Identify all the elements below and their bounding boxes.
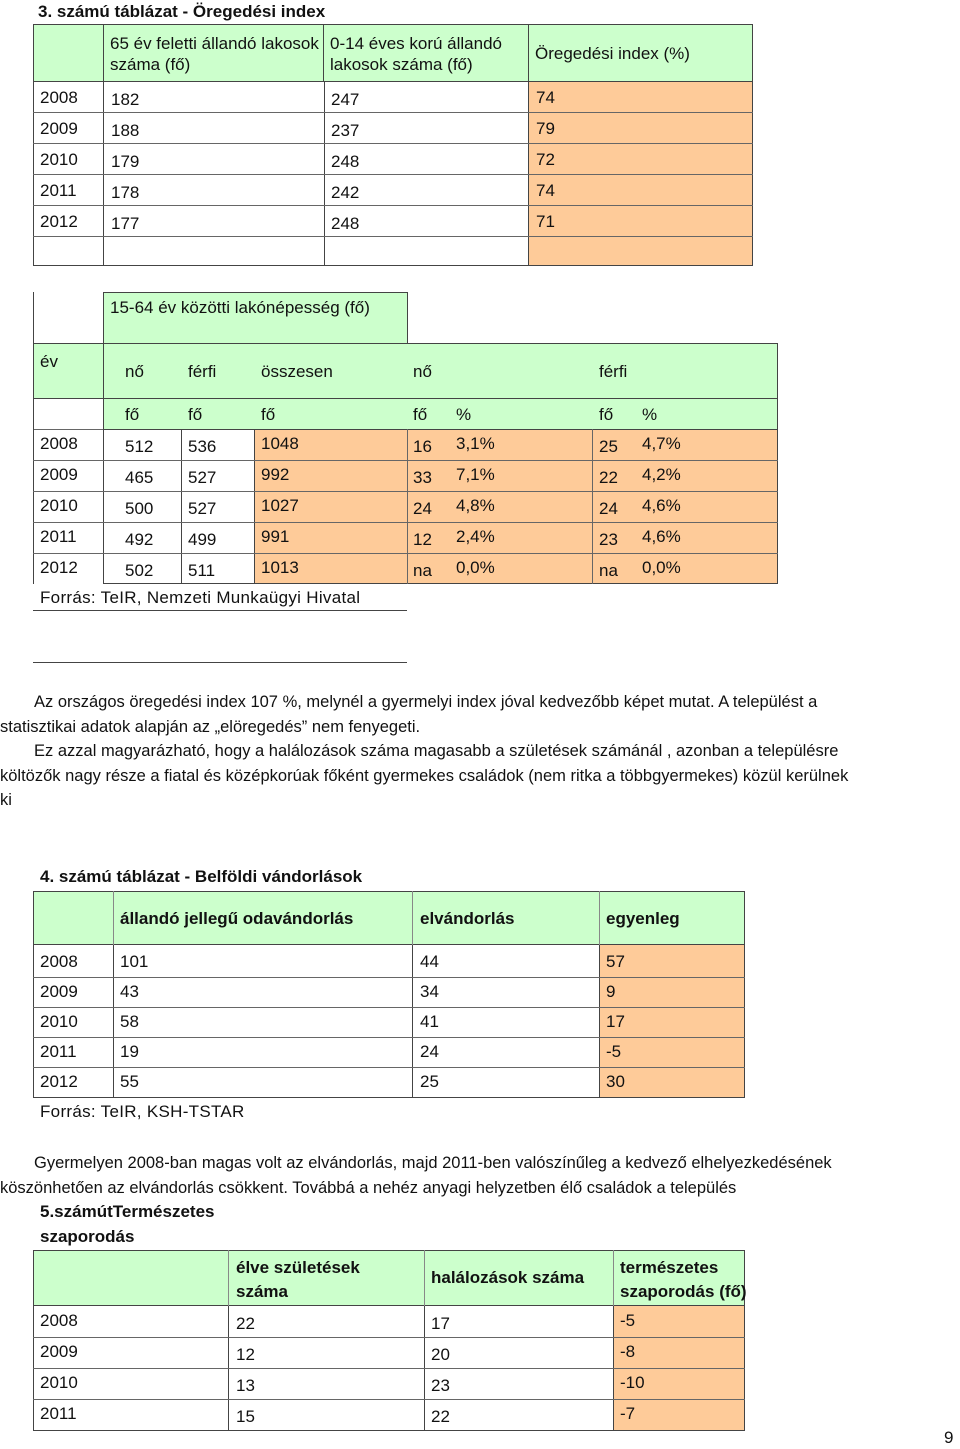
table4-header-divider bbox=[599, 891, 600, 945]
workage-subheader-ferfi: férfi bbox=[188, 362, 217, 381]
table4-header-divider bbox=[113, 891, 114, 945]
table5-header-divider bbox=[613, 1250, 614, 1306]
workage-group-header: 15-64 év közötti lakónépesség (fő) bbox=[103, 292, 408, 344]
table4-source: Forrás: TeIR, KSH-TSTAR bbox=[40, 1102, 245, 1121]
table4-header-1: elvándorlás bbox=[420, 909, 515, 928]
paragraph-1-line: ki bbox=[0, 791, 12, 809]
paragraph-2-line: köszönhetően az elvándorlás csökkent. Továbbá a nehéz anyagi helyzetben élő családok a település bbox=[0, 1178, 737, 1197]
table4-header-0: állandó jellegű odavándorlás bbox=[120, 909, 354, 928]
workage-unit: % bbox=[642, 405, 658, 424]
table4-grid bbox=[33, 1067, 745, 1068]
workage-year-header: év bbox=[40, 352, 58, 371]
table5-title-line2: szaporodás bbox=[40, 1227, 135, 1246]
table3-header-65plus: 65 év feletti állandó lakosok száma (fő) bbox=[103, 24, 325, 82]
workage-source: Forrás: TeIR, Nemzeti Munkaügyi Hivatal bbox=[40, 588, 361, 607]
table4-grid bbox=[33, 1097, 745, 1098]
workage-grid bbox=[33, 553, 778, 554]
page-number: 9 bbox=[944, 1428, 954, 1447]
workage-grid bbox=[33, 522, 778, 523]
table3-title: 3. számú táblázat - Öregedési index bbox=[38, 2, 326, 21]
workage-body-orange bbox=[254, 429, 778, 584]
table5-header-2: természetes szaporodás (fő) bbox=[620, 1258, 747, 1301]
workage-subheader-ferfi2: férfi bbox=[599, 362, 628, 381]
footnote-rule bbox=[33, 662, 407, 663]
table3-grid bbox=[33, 205, 753, 206]
paragraph-1-line: Ez azzal magyarázható, hogy a halálozások száma magasabb a születések számánál , azonban a településre bbox=[34, 742, 839, 760]
table5-header-1: halálozások száma bbox=[431, 1268, 585, 1287]
table4-grid bbox=[33, 1007, 745, 1008]
table4-divider bbox=[113, 945, 114, 1097]
workage-source-rule bbox=[33, 610, 407, 611]
workage-grid bbox=[33, 491, 778, 492]
table5-grid bbox=[33, 1368, 745, 1369]
workage-subheader-osszesen: összesen bbox=[261, 362, 333, 381]
table3-grid bbox=[33, 236, 753, 237]
workage-units-left bbox=[33, 398, 105, 430]
workage-units-row bbox=[103, 398, 778, 430]
paragraph-1-line: költözők nagy része a fiatal és középkorúak főként gyermekes családok (nem ritka a többgyermekes) közül kerülnek bbox=[0, 766, 849, 785]
paragraph-1 bbox=[0, 690, 960, 813]
table5-header-0: élve születések száma bbox=[236, 1258, 360, 1301]
workage-divider bbox=[407, 429, 408, 584]
table4-title: 4. számú táblázat - Belföldi vándorlások bbox=[40, 867, 363, 886]
table3-header-index: Öregedési index (%) bbox=[528, 24, 753, 82]
table3-grid bbox=[33, 112, 753, 113]
table5-header-divider bbox=[424, 1250, 425, 1306]
table5-grid bbox=[33, 1399, 745, 1400]
table4-header-divider bbox=[412, 891, 413, 945]
paragraph-2-line: Gyermelyen 2008-ban magas volt az elvándorlás, majd 2011-ben valószínűleg a kedvező elhelyezkedésének bbox=[34, 1154, 832, 1172]
workage-unit: fő bbox=[261, 405, 276, 424]
table3-grid bbox=[33, 174, 753, 175]
workage-unit: fő bbox=[188, 405, 203, 424]
workage-subheader-no2: nő bbox=[413, 362, 432, 381]
workage-unit: fő bbox=[125, 405, 140, 424]
workage-unit: % bbox=[456, 405, 472, 424]
table4-header-2: egyenleg bbox=[606, 909, 680, 928]
table3-header-0-14: 0-14 éves korú állandó lakosok száma (fő) bbox=[323, 24, 530, 82]
workage-unit: fő bbox=[413, 405, 428, 424]
table5-grid bbox=[33, 1337, 745, 1338]
paragraph-2 bbox=[0, 1151, 960, 1200]
table4-grid bbox=[33, 977, 745, 978]
table5-title-line1: 5.számútTermészetes bbox=[40, 1202, 215, 1221]
workage-grid bbox=[33, 460, 778, 461]
table5-header-divider bbox=[228, 1250, 229, 1306]
workage-divider bbox=[592, 429, 593, 584]
table3-header-blank bbox=[33, 24, 105, 82]
paragraph-1-line: statisztikai adatok alapján az „elöregedés” nem fenyegeti. bbox=[0, 717, 421, 736]
table4-divider bbox=[412, 945, 413, 1097]
table3-grid bbox=[33, 143, 753, 144]
table4-grid bbox=[33, 1037, 745, 1038]
workage-unit: fő bbox=[599, 405, 614, 424]
paragraph-1-line: Az országos öregedési index 107 %, melynél a gyermelyi index jóval kedvezőbb képet mutat. A települést a bbox=[34, 693, 818, 711]
workage-subheader-no: nő bbox=[125, 362, 144, 381]
